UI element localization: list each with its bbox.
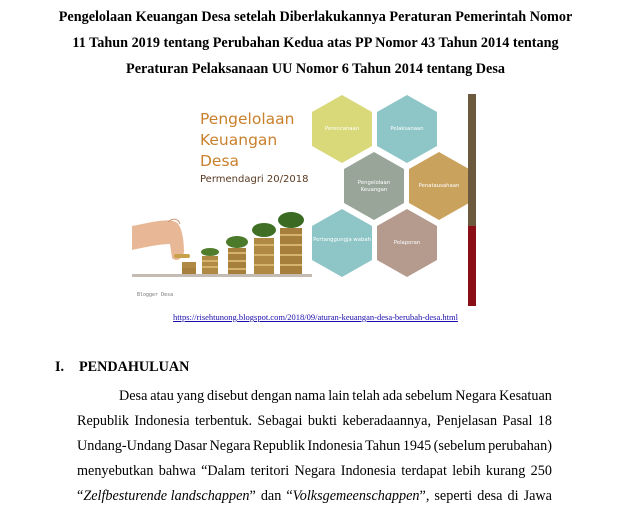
paragraph-word: telah: [352, 388, 380, 404]
section-number: I.: [55, 359, 65, 375]
paragraph-word: sebelum: [405, 388, 453, 404]
paragraph-word: Indonesia: [134, 413, 190, 429]
paragraph-word: Indonesia: [307, 438, 363, 454]
hex-label-pelaksanaan: Pelaksanaan: [390, 126, 424, 132]
paragraph-word: dengan: [250, 388, 292, 404]
paragraph-word: 18: [537, 413, 552, 429]
paragraph-word: bahwa: [158, 463, 196, 479]
figure-source-link[interactable]: https://risehtunong.blogspot.com/2018/09/aturan-keuangan-desa-berubah-desa.html: [173, 312, 458, 322]
paragraph-word: Undang-Undang: [77, 438, 172, 454]
paragraph-word: di: [507, 488, 519, 504]
body-paragraph: [77, 384, 552, 509]
paragraph-word: menyebutkan: [77, 463, 154, 479]
section-title: PENDAHULUAN: [79, 359, 190, 375]
paragraph-word: kurang: [485, 463, 526, 479]
section-heading: [55, 359, 189, 376]
paragraph-word: Negara: [455, 388, 497, 404]
paragraph-word: Negara: [209, 438, 251, 454]
paragraph-word: Republik: [252, 438, 306, 454]
paragraph-word: “Dalam: [201, 463, 246, 479]
title-line-1: Pengelolaan Keuangan Desa setelah Diberlakukannya Peraturan Pemerintah Nomor: [58, 9, 573, 25]
paragraph-line: [77, 409, 552, 434]
paragraph-word: atau: [150, 388, 174, 404]
figure-title: Pengelolaan Keuangan Desa: [200, 110, 295, 170]
hex-label-pertanggungjawaban: Pertanggungja wabah: [313, 237, 371, 243]
paragraph-word: lebih: [452, 463, 481, 479]
paragraph-word: lain: [328, 388, 350, 404]
paragraph-word: Kesatuan: [499, 388, 552, 404]
paragraph-word: “Zelfbesturende landschappen”: [77, 488, 256, 504]
paragraph-word: keberadaannya,: [342, 413, 431, 429]
hex-label-perencanaan: Perencanaan: [324, 126, 360, 132]
paragraph-word: seperti: [434, 488, 473, 504]
paragraph-word: Jawa: [523, 488, 552, 504]
figure-credit: Blogger Desa: [137, 292, 174, 298]
paragraph-word: dan: [260, 488, 282, 504]
paragraph-word: perubahan): [488, 438, 552, 454]
paragraph-word: Pasal: [502, 413, 533, 429]
paragraph-word: Tahun: [365, 438, 401, 454]
paragraph-word: Sebagai: [257, 413, 303, 429]
paragraph-word: bukti: [307, 413, 337, 429]
paragraph-word: Republik: [77, 413, 130, 429]
paragraph-word: 250: [530, 463, 552, 479]
paragraph-word: terbentuk.: [194, 413, 253, 429]
paragraph-word: ada: [382, 388, 403, 404]
paragraph-word: Indonesia: [340, 463, 396, 479]
side-bar-brown: [468, 94, 476, 226]
title-line-2: 11 Tahun 2019 tentang Perubahan Kedua atas PP Nomor 43 Tahun 2014 tentang: [72, 35, 559, 51]
paragraph-line: [77, 434, 552, 459]
paragraph-word: “Volksgemeenschappen”,: [286, 488, 430, 504]
hex-label-pelaporan: Pelaporan: [393, 240, 421, 246]
paragraph-line: [77, 459, 552, 484]
paragraph-word: (sebelum: [433, 438, 486, 454]
paragraph-word: disebut: [207, 388, 249, 404]
paragraph-word: Desa: [119, 388, 148, 404]
paragraph-word: Dasar: [174, 438, 208, 454]
paragraph-word: Penjelasan: [436, 413, 498, 429]
paragraph-word: 1945: [402, 438, 432, 454]
paragraph-word: desa: [477, 488, 503, 504]
figure-subtitle: Permendagri 20/2018: [200, 174, 309, 185]
paragraph-word: nama: [294, 388, 326, 404]
figure-image: [132, 94, 476, 306]
paragraph-word: Negara: [294, 463, 336, 479]
paragraph-word: teritori: [250, 463, 290, 479]
hex-label-penatausahaan: Penatausahaan: [418, 183, 460, 189]
hex-label-pengelolaan-keuangan: Pengelolaan Keuangan: [357, 180, 391, 193]
paragraph-word: terdapat: [401, 463, 447, 479]
paragraph-line: [77, 384, 552, 409]
document-title: [40, 4, 591, 82]
side-bar-red: [468, 226, 476, 306]
title-line-3: Peraturan Pelaksanaan UU Nomor 6 Tahun 2014 tentang Desa: [126, 61, 505, 77]
paragraph-line: [77, 484, 552, 509]
paragraph-word: yang: [176, 388, 205, 404]
